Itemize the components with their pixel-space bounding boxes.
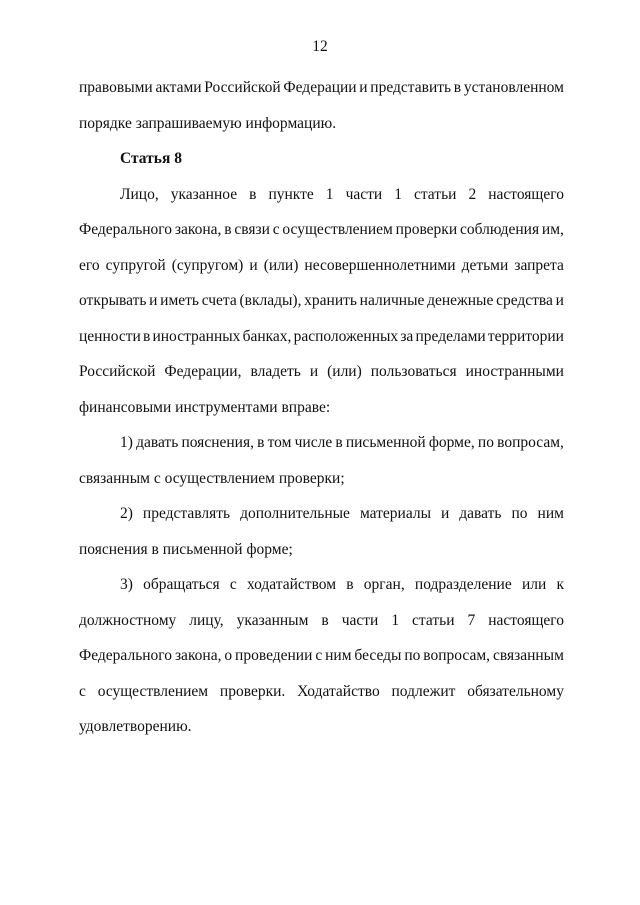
word: Федерации: [283, 79, 357, 96]
word: настоящего: [488, 611, 564, 629]
word: в: [321, 611, 329, 629]
word: правовыми: [79, 79, 153, 96]
word: владеть: [250, 363, 301, 380]
word: иностранными: [465, 363, 564, 380]
paragraph-line: финансовыми инструментами вправе:: [79, 398, 331, 416]
word: письменной: [345, 434, 426, 451]
word: и: [249, 256, 258, 274]
paragraph-line: порядке запрашиваемую информацию.: [79, 114, 337, 132]
list-item-line: удовлетворению.: [79, 718, 192, 735]
word: запрета: [514, 256, 564, 274]
word: подлежит: [391, 682, 456, 700]
word: должностному: [79, 611, 177, 629]
word: по: [477, 434, 494, 451]
word: дополнительные: [240, 505, 350, 522]
word: обязательному: [467, 682, 564, 700]
word: закона,: [174, 647, 222, 664]
word: по: [511, 505, 528, 522]
article-heading: Статья 8: [120, 150, 182, 167]
word: Федерального: [79, 221, 173, 238]
word: Ходатайство: [297, 682, 380, 700]
word: указанное: [170, 185, 238, 203]
word: 3): [120, 576, 133, 593]
word: 2): [120, 505, 133, 522]
word: 2: [468, 185, 477, 203]
word: орган,: [363, 576, 405, 593]
word: в: [224, 221, 232, 238]
word: несовершеннолетними: [304, 256, 456, 274]
word: осуществлением: [282, 221, 393, 238]
word: проведении: [235, 647, 313, 664]
word: части: [341, 611, 379, 629]
page-number: 12: [312, 38, 328, 55]
word: актами: [155, 79, 202, 96]
word: расположенных: [293, 327, 399, 345]
word: с: [229, 576, 237, 593]
word: установленном: [463, 79, 564, 96]
word: за: [400, 327, 414, 345]
word: обращаться: [143, 576, 220, 593]
word: Федерального: [79, 647, 173, 664]
word: открывать: [79, 292, 147, 309]
word: Российской: [79, 363, 156, 380]
word: представить: [370, 79, 452, 96]
word: пояснения,: [181, 434, 254, 451]
word: к: [556, 576, 564, 593]
word: ценности: [79, 327, 141, 345]
paragraph-line: [79, 254, 564, 290]
word: и: [555, 292, 564, 309]
word: статьи: [412, 611, 455, 629]
word: им,: [541, 221, 564, 238]
word: осуществлением: [97, 682, 209, 700]
word: (или): [263, 256, 299, 274]
word: денежные: [427, 292, 494, 309]
list-item-line: [79, 644, 564, 680]
word: (или): [327, 363, 362, 380]
list-item-line: [79, 573, 564, 609]
word: закона,: [174, 221, 222, 238]
word: проверки: [395, 221, 458, 238]
word: давать: [459, 505, 502, 522]
word: с: [315, 647, 323, 664]
word: связанным: [492, 647, 564, 664]
word: пользоваться: [370, 363, 457, 380]
word: иностранных: [152, 327, 241, 345]
word: соблюдения: [459, 221, 540, 238]
word: супругой: [105, 256, 166, 274]
word: или: [521, 576, 547, 593]
paragraph-line: [79, 289, 564, 325]
word: части: [345, 185, 383, 203]
word: территории: [487, 327, 564, 345]
word: средства: [496, 292, 553, 309]
word: ним: [537, 505, 564, 522]
list-item-line: [79, 609, 564, 645]
word: Лицо,: [120, 185, 159, 203]
word: давать: [136, 434, 179, 451]
paragraph-line: [79, 76, 564, 112]
word: (вклады),: [239, 292, 302, 309]
paragraph-line: [79, 325, 564, 361]
word: и: [309, 363, 319, 380]
word: 7: [467, 611, 476, 629]
word: вопросам,: [497, 434, 564, 451]
word: счета: [201, 292, 237, 309]
document-body: [79, 76, 564, 751]
word: и: [440, 505, 450, 522]
word: 1: [394, 185, 402, 203]
list-item-line: связанным с осуществлением проверки;: [79, 469, 345, 487]
word: беседы: [354, 647, 402, 664]
word: указанным: [236, 611, 309, 629]
paragraph-line: [79, 360, 564, 396]
word: с: [79, 682, 86, 700]
word: детьми: [461, 256, 509, 274]
word: представлять: [142, 505, 231, 522]
word: в: [249, 185, 257, 203]
word: в: [257, 434, 265, 451]
word: 1: [391, 611, 400, 629]
word: лицу,: [189, 611, 224, 629]
word: ним: [325, 647, 352, 664]
word: числе: [294, 434, 333, 451]
word: подразделение: [414, 576, 512, 593]
word: иметь: [160, 292, 199, 309]
word: проверки.: [219, 682, 286, 700]
word: хранить: [304, 292, 357, 309]
word: по: [404, 647, 421, 664]
word: пределами: [415, 327, 486, 345]
word: с: [272, 221, 280, 238]
word: наличные: [359, 292, 425, 309]
word: его: [79, 256, 100, 274]
word: 1: [325, 185, 334, 203]
word: том: [267, 434, 292, 451]
list-item-line: [79, 680, 564, 716]
word: связи: [234, 221, 270, 238]
word: и: [359, 79, 368, 96]
list-item-line: [79, 431, 564, 467]
word: пункте: [268, 185, 314, 203]
list-item-line: пояснения в письменной форме;: [79, 540, 293, 558]
word: Российской: [204, 79, 281, 96]
word: материалы: [359, 505, 431, 522]
word: вопросам,: [423, 647, 491, 664]
word: форме,: [428, 434, 475, 451]
word: (супругом): [171, 256, 244, 274]
word: в: [335, 434, 343, 451]
paragraph-line: [79, 218, 564, 254]
word: в: [143, 327, 151, 345]
word: ходатайством: [246, 576, 337, 593]
word: настоящего: [488, 185, 564, 203]
list-item-line: [79, 502, 564, 538]
paragraph-line: [79, 183, 564, 219]
word: о: [224, 647, 233, 664]
word: банках,: [242, 327, 292, 345]
word: 1): [120, 434, 133, 451]
word: Федерации,: [164, 363, 242, 380]
word: и: [149, 292, 158, 309]
word: в: [453, 79, 462, 96]
word: статьи: [413, 185, 457, 203]
word: в: [346, 576, 354, 593]
